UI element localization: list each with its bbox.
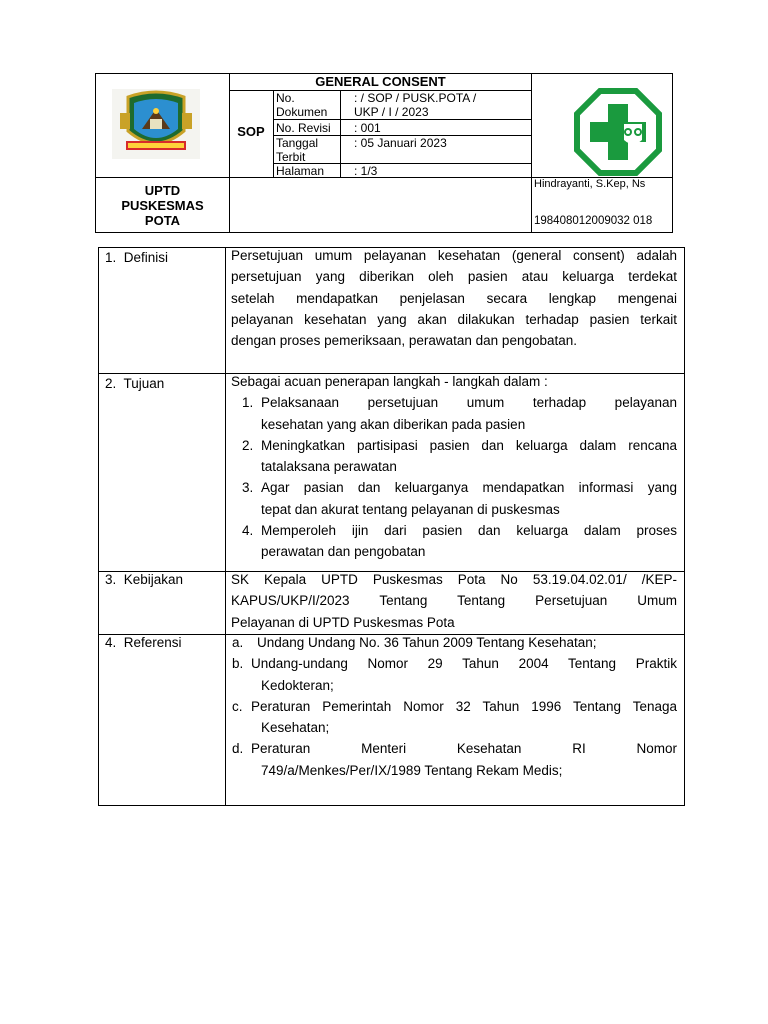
list-item: 1. Pelaksanaan persetujuan umum terhadap pelayanan kesehatan yang akan diberikan pada pasien — [242, 395, 677, 432]
section-body-tujuan: Sebagai acuan penerapan langkah - langkah dalam : 1. Pelaksanaan persetujuan umum terhadap pelayanan kesehatan yang akan diberikan pada pasien 2. Meningkatkan partisipasi pasien dan keluarga dalam rencana tatalaksana perawatan 3. Agar pasian dan keluarganya mendapatkan informasi yang tepat dan akurat tentang pelayanan di puskesmas 4. Memperoleh ijin dari pasien dan keluarga dalam proses perawatan dan pengobatan — [231, 371, 677, 563]
list-item: b. Undang-undang Nomor 29 Tahun 2004 Tentang Praktik Kedokteran; — [232, 656, 677, 693]
sop-label: SOP — [237, 124, 265, 139]
section-label-referensi: 4. Referensi — [105, 635, 182, 650]
list-item: c. Peraturan Pemerintah Nomor 32 Tahun 1996 Tentang Tenaga Kesehatan; — [232, 698, 677, 736]
label-tanggal-terbit: Tanggal Terbit — [276, 136, 319, 164]
section-label-definisi: 1. Definisi — [105, 250, 169, 265]
list-item: 2. Meningkatkan partisipasi pasien dan keluarga dalam rencana tatalaksana perawatan — [242, 437, 677, 475]
signer-nip: 198408012009032 018 — [534, 215, 653, 227]
puskesmas-logo-icon — [574, 88, 662, 176]
signer-name: Hindrayanti, S.Kep, Ns — [534, 178, 646, 190]
list-item: 4. Memperoleh ijin dari pasien dan keluarga dalam proses perawatan dan pengobatan — [242, 523, 677, 560]
section-body-kebijakan: SK Kepala UPTD Puskesmas Pota No 53.19.04.02.01/ /KEP- KAPUS/UKP/I/2023 Tentang Tentang Persetujuan Umum Pelayanan di UPTD Puskesmas Pota — [231, 572, 677, 630]
document-title: GENERAL CONSENT — [315, 74, 446, 89]
section-label-tujuan: 2. Tujuan — [105, 376, 165, 391]
section-label-kebijakan: 3. Kebijakan — [105, 572, 184, 587]
value-halaman: : 1/3 — [354, 164, 378, 178]
list-item: d. Peraturan Menteri Kesehatan RI Nomor 749/a/Menkes/Per/IX/1989 Tentang Rekam Medis; — [232, 741, 677, 778]
section-body-referensi — [231, 632, 677, 781]
org-name: UPTD PUSKESMAS POTA — [121, 183, 204, 228]
section-body-definisi: Persetujuan umum pelayanan kesehatan (general consent) adalah persetujuan yang diberikan oleh pasien atau keluarga terdekat setelah mendapatkan penjelasan secara lengkap mengenai pelayanan kesehatan yang akan dilakukan terhadap pasien terkait dengan proses pemeriksaan, perawatan dan pengobatan. — [231, 248, 677, 349]
value-no-dokumen: : / SOP / PUSK.POTA / UKP / I / 2023 — [354, 91, 477, 119]
list-item: 3. Agar pasian dan keluarganya mendapatkan informasi yang tepat dan akurat tentang pelayanan di puskesmas — [242, 480, 677, 517]
label-halaman: Halaman — [276, 164, 325, 178]
value-tanggal-terbit: : 05 Januari 2023 — [354, 136, 447, 150]
label-no-dokumen: No. Dokumen — [276, 91, 328, 119]
list-item: a. Undang Undang No. 36 Tahun 2009 Tentang Kesehatan; — [232, 635, 597, 650]
regional-emblem-icon — [112, 89, 200, 159]
label-no-revisi: No. Revisi — [276, 121, 331, 135]
value-no-revisi: : 001 — [354, 121, 381, 135]
